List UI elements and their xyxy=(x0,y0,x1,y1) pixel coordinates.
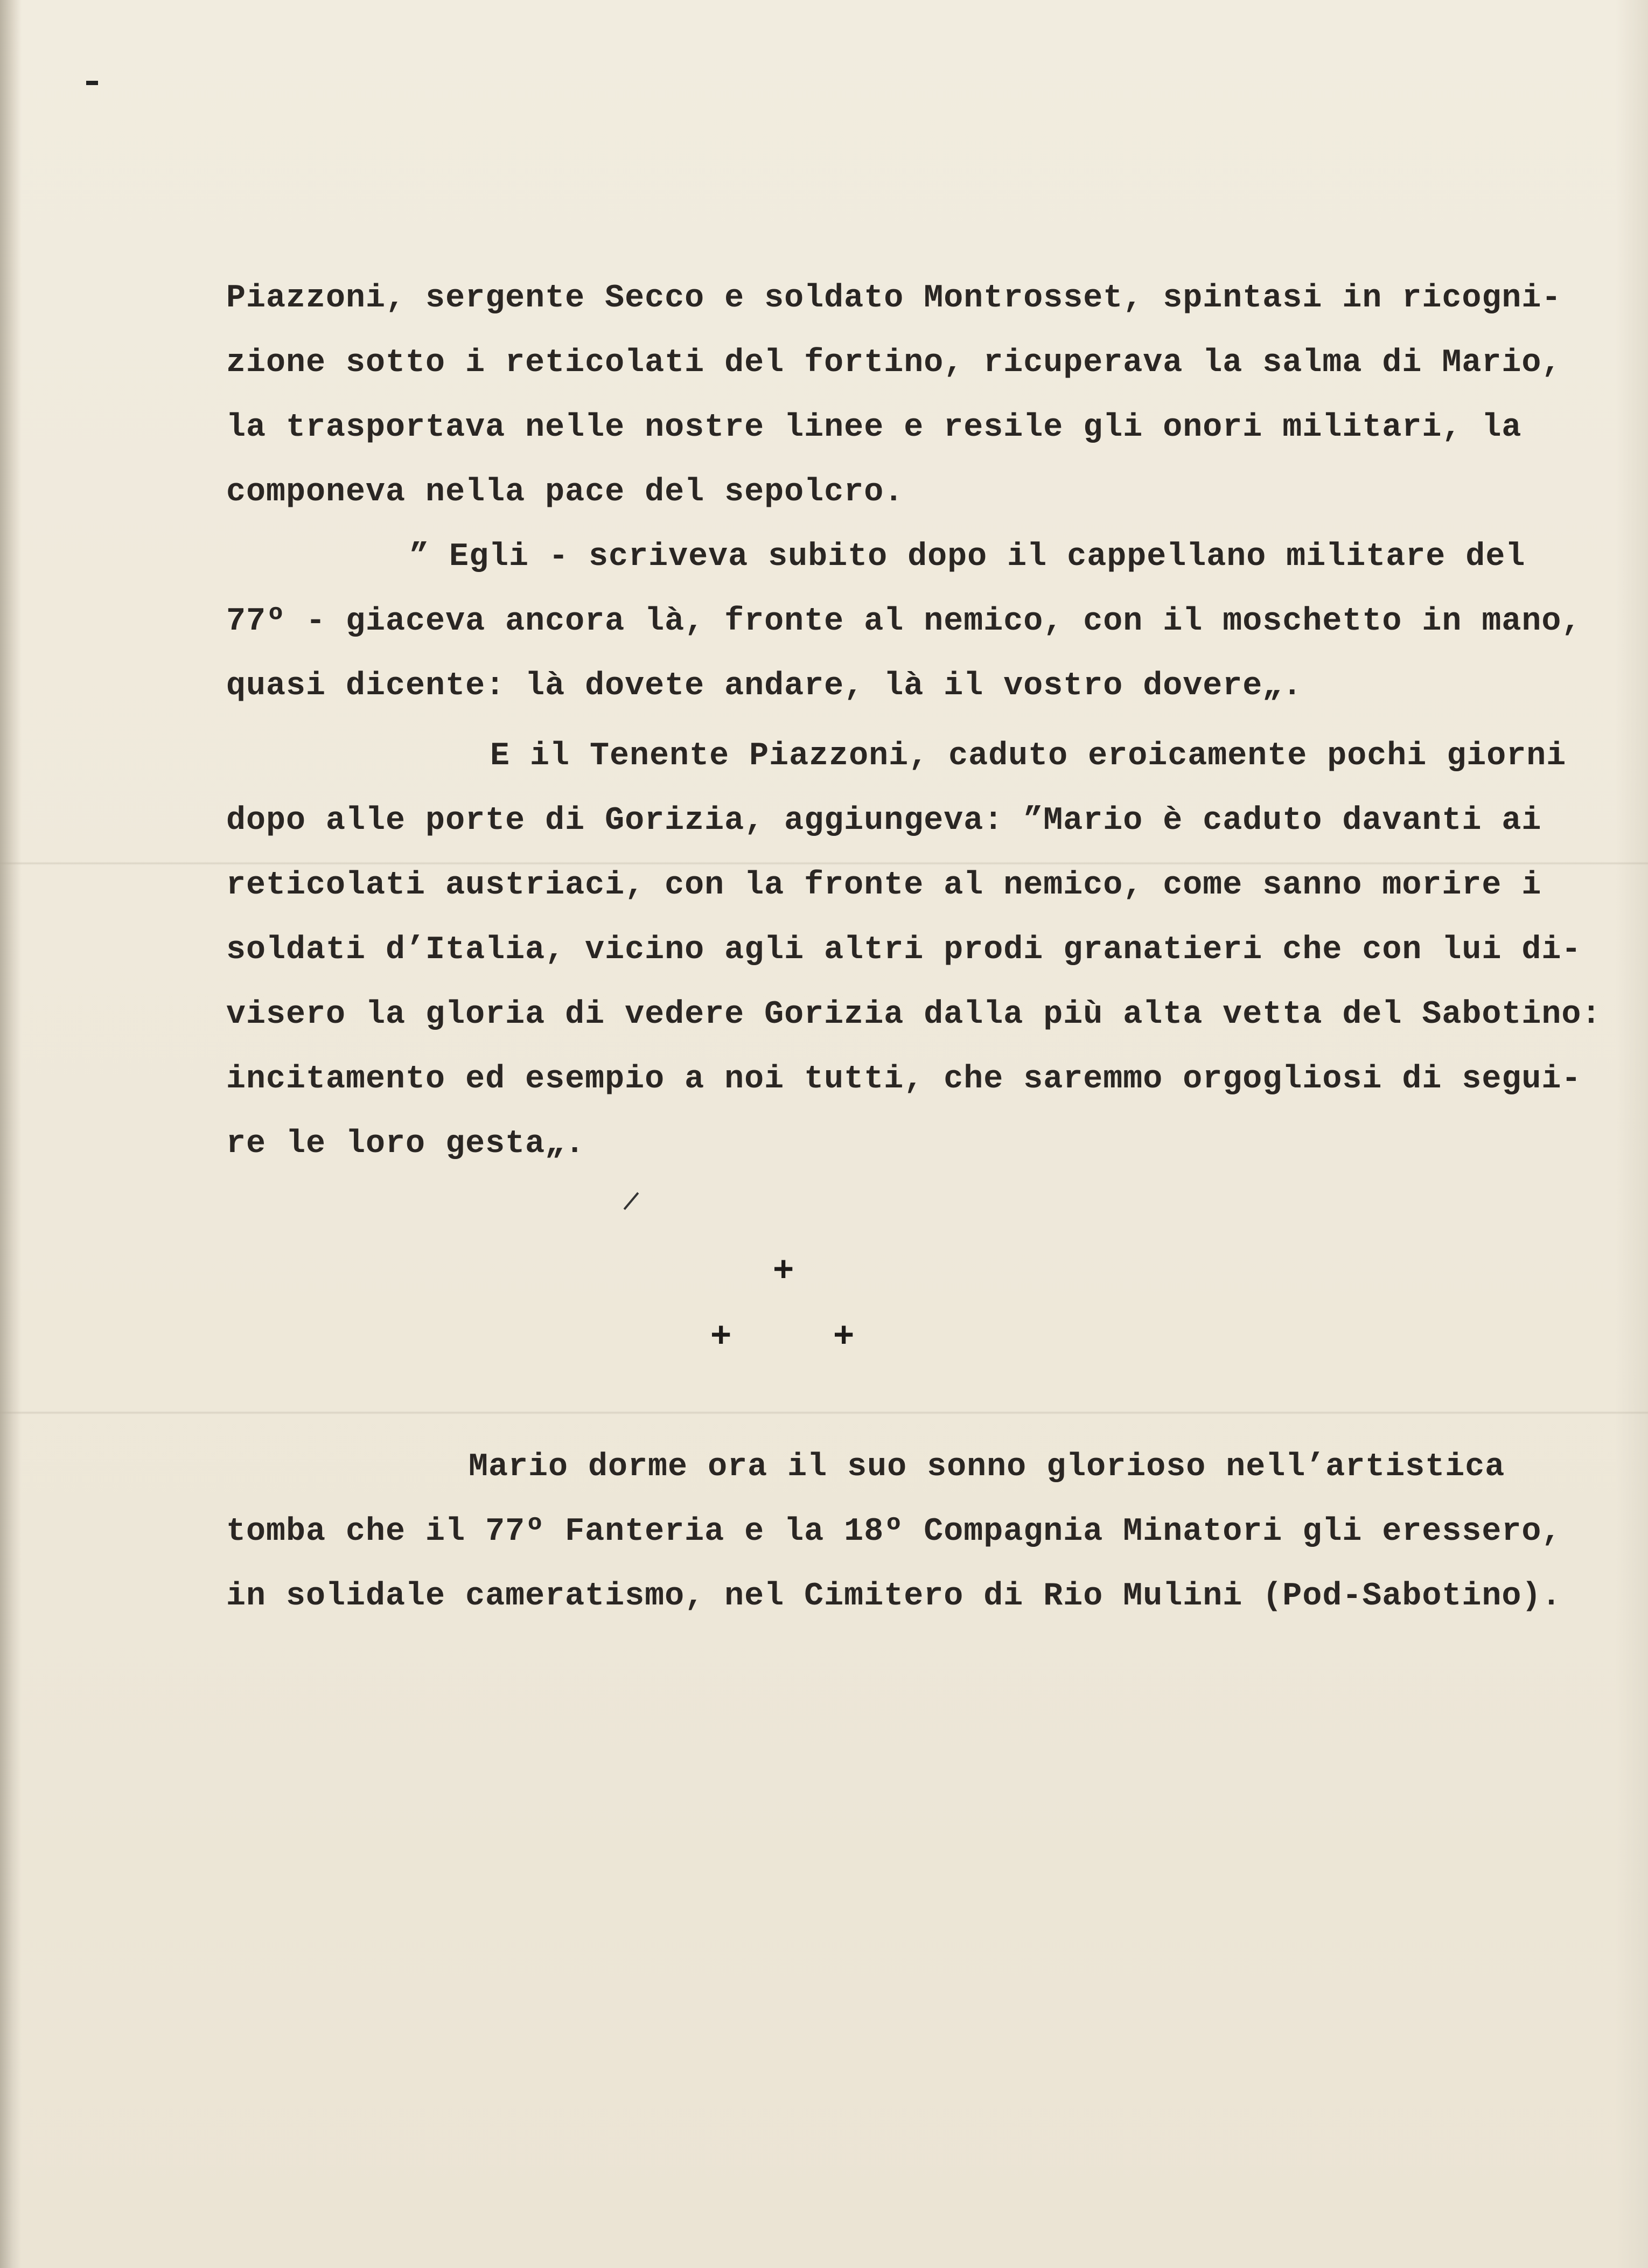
page-edge-shade xyxy=(1616,0,1648,2268)
paper-fold xyxy=(0,862,1648,865)
text-line: E il Tenente Piazzoni, caduto eroicamente pochi giorni xyxy=(490,738,1567,774)
text-line: soldati d’Italia, vicino agli altri prodi granatieri che con lui di- xyxy=(226,932,1582,968)
paper-fold xyxy=(0,1411,1648,1414)
ink-mark xyxy=(624,1192,639,1210)
separator-cross: + xyxy=(773,1248,794,1288)
text-line: in solidale cameratismo, nel Cimitero di Rio Mulini (Pod-Sabotino). xyxy=(226,1578,1562,1615)
text-line: Piazzoni, sergente Secco e soldato Montrosset, spintasi in ricogni- xyxy=(226,280,1562,317)
text-line: zione sotto i reticolati del fortino, ricuperava la salma di Mario, xyxy=(226,345,1562,381)
separator-cross: + xyxy=(834,1314,854,1353)
page-edge-shadow xyxy=(0,0,22,2268)
text-line: re le loro gesta„. xyxy=(226,1126,585,1162)
text-line: quasi dicente: là dovete andare, là il vostro dovere„. xyxy=(226,668,1303,704)
text-line: 77º - giaceva ancora là, fronte al nemico, con il moschetto in mano, xyxy=(226,603,1582,640)
separator-cross: + xyxy=(711,1314,731,1353)
text-line: visero la gloria di vedere Gorizia dalla più alta vetta del Sabotino: xyxy=(226,996,1602,1033)
text-line: Mario dorme ora il suo sonno glorioso nell’artistica xyxy=(469,1449,1505,1485)
staple-mark xyxy=(86,81,98,85)
text-line: la trasportava nelle nostre linee e resile gli onori militari, la xyxy=(226,409,1522,446)
text-line: tomba che il 77º Fanteria e la 18º Compagnia Minatori gli eressero, xyxy=(226,1513,1562,1550)
text-line: incitamento ed esempio a noi tutti, che saremmo orgogliosi di segui- xyxy=(226,1061,1582,1098)
text-line: ” Egli - scriveva subito dopo il cappellano militare del xyxy=(409,539,1526,575)
text-line: reticolati austriaci, con la fronte al nemico, come sanno morire i xyxy=(226,867,1542,904)
text-line: componeva nella pace del sepolcro. xyxy=(226,474,904,511)
text-line: dopo alle porte di Gorizia, aggiungeva: ”Mario è caduto davanti ai xyxy=(226,802,1542,839)
